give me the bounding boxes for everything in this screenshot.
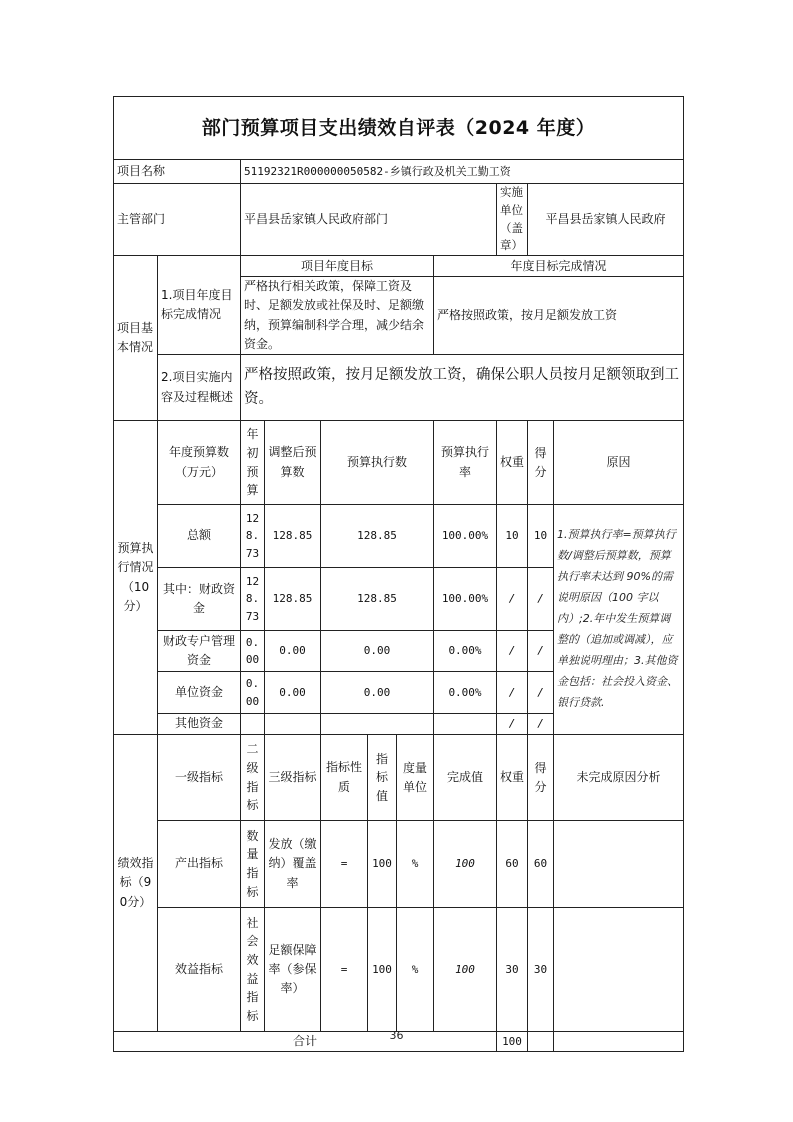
budget-header-adjusted: 调整后预算数 — [265, 421, 321, 505]
budget-header-reason: 原因 — [554, 421, 684, 505]
budget-row-score: 10 — [528, 505, 554, 568]
perf-header-actual: 完成值 — [434, 735, 497, 821]
completion-text: 严格按照政策，按月足额发放工资 — [434, 277, 684, 355]
goal-text: 严格执行相关政策，保障工资及时、足额发放或社保及时、足额缴纳，预算编制科学合理，减少结余资金。 — [241, 277, 434, 355]
budget-row-score: / — [528, 714, 554, 735]
page-number: 36 — [389, 1029, 404, 1042]
perf-row-level3: 发放（缴纳）覆盖率 — [265, 821, 321, 908]
budget-row-initial: 128.73 — [241, 505, 265, 568]
dept-value: 平昌县岳家镇人民政府部门 — [241, 184, 497, 256]
budget-row-initial: 0.00 — [241, 672, 265, 714]
budget-row-weight: 10 — [497, 505, 528, 568]
budget-row-rate: 100.00% — [434, 505, 497, 568]
budget-row-executed: 128.85 — [321, 568, 434, 631]
perf-row-unit: % — [397, 821, 434, 908]
perf-row-nature: = — [321, 908, 368, 1032]
budget-row — [114, 505, 684, 568]
perf-row-nature: = — [321, 821, 368, 908]
perf-header-unit: 度量单位 — [397, 735, 434, 821]
budget-section-label: 预算执行情况（10分） — [114, 421, 158, 735]
budget-row-rate — [434, 714, 497, 735]
budget-row-score: / — [528, 672, 554, 714]
process-label: 2.项目实施内容及过程概述 — [158, 355, 241, 421]
budget-row-adjusted: 128.85 — [265, 505, 321, 568]
perf-header-level2: 二级指标 — [241, 735, 265, 821]
budget-row-adjusted: 128.85 — [265, 568, 321, 631]
budget-row-label: 财政专户管理资金 — [158, 631, 241, 672]
budget-row-score: / — [528, 568, 554, 631]
budget-row-executed: 0.00 — [321, 672, 434, 714]
perf-row-value: 100 — [368, 821, 397, 908]
budget-row-weight: / — [497, 714, 528, 735]
perf-header-value: 指标值 — [368, 735, 397, 821]
perf-row-weight: 30 — [497, 908, 528, 1032]
budget-header-rate: 预算执行率 — [434, 421, 497, 505]
perf-row-actual: 100 — [434, 821, 497, 908]
budget-row-rate: 100.00% — [434, 568, 497, 631]
project-name-value: 51192321R000000050582-乡镇行政及机关工勤工资 — [241, 160, 684, 184]
perf-header-analysis: 未完成原因分析 — [554, 735, 684, 821]
perf-header-level1: 一级指标 — [158, 735, 241, 821]
perf-row-score: 60 — [528, 821, 554, 908]
project-name-label: 项目名称 — [114, 160, 241, 184]
perf-row-level1: 产出指标 — [158, 821, 241, 908]
goal-label: 1.项目年度目标完成情况 — [158, 256, 241, 355]
budget-row-weight: / — [497, 568, 528, 631]
budget-row-label: 单位资金 — [158, 672, 241, 714]
goal-header: 项目年度目标 — [241, 256, 434, 277]
budget-row-adjusted: 0.00 — [265, 672, 321, 714]
perf-header-nature: 指标性质 — [321, 735, 368, 821]
budget-row-label: 其他资金 — [158, 714, 241, 735]
budget-row-executed: 0.00 — [321, 631, 434, 672]
impl-unit-label: 实施单位（盖章） — [497, 184, 528, 256]
budget-row-score: / — [528, 631, 554, 672]
perf-row-actual: 100 — [434, 908, 497, 1032]
basic-section-label: 项目基本情况 — [114, 256, 158, 421]
page-title: 部门预算项目支出绩效自评表（2024 年度） — [114, 97, 684, 160]
budget-row-initial: 0.00 — [241, 631, 265, 672]
performance-row — [114, 908, 684, 1032]
perf-row-analysis — [554, 908, 684, 1032]
budget-row-initial — [241, 714, 265, 735]
budget-header-annual: 年度预算数（万元） — [158, 421, 241, 505]
perf-row-level2: 数量指标 — [241, 821, 265, 908]
budget-row-label: 其中：财政资金 — [158, 568, 241, 631]
budget-row-weight: / — [497, 631, 528, 672]
dept-label: 主管部门 — [114, 184, 241, 256]
budget-header-weight: 权重 — [497, 421, 528, 505]
budget-row-initial: 128.73 — [241, 568, 265, 631]
budget-row-rate: 0.00% — [434, 631, 497, 672]
budget-row-executed: 128.85 — [321, 505, 434, 568]
budget-row-executed — [321, 714, 434, 735]
perf-header-score: 得分 — [528, 735, 554, 821]
perf-row-level2: 社会效益指标 — [241, 908, 265, 1032]
performance-section-label: 绩效指标（90分） — [114, 735, 158, 1032]
evaluation-form — [113, 96, 683, 1052]
budget-row-weight: / — [497, 672, 528, 714]
budget-header-score: 得分 — [528, 421, 554, 505]
perf-row-unit: % — [397, 908, 434, 1032]
perf-row-value: 100 — [368, 908, 397, 1032]
perf-header-level3: 三级指标 — [265, 735, 321, 821]
budget-row-rate: 0.00% — [434, 672, 497, 714]
self-evaluation-table — [113, 96, 684, 1052]
perf-row-level3: 足额保障率（参保率） — [265, 908, 321, 1032]
perf-row-level1: 效益指标 — [158, 908, 241, 1032]
impl-unit-value: 平昌县岳家镇人民政府 — [528, 184, 684, 256]
budget-header-executed: 预算执行数 — [321, 421, 434, 505]
process-text: 严格按照政策，按月足额发放工资，确保公职人员按月足额领取到工资。 — [241, 355, 684, 421]
perf-row-analysis — [554, 821, 684, 908]
budget-header-initial: 年初预算 — [241, 421, 265, 505]
budget-row-label: 总额 — [158, 505, 241, 568]
perf-row-score: 30 — [528, 908, 554, 1032]
budget-row-adjusted: 0.00 — [265, 631, 321, 672]
perf-header-weight: 权重 — [497, 735, 528, 821]
completion-header: 年度目标完成情况 — [434, 256, 684, 277]
total-weight: 100 — [497, 1032, 528, 1052]
performance-row — [114, 821, 684, 908]
total-label: 合计 — [114, 1032, 497, 1052]
perf-row-weight: 60 — [497, 821, 528, 908]
budget-row-adjusted — [265, 714, 321, 735]
budget-reason-note: 1.预算执行率=预算执行数/调整后预算数，预算执行率未达到 90%的需说明原因（100 字以内）;2.年中发生预算调整的（追加或调减），应单独说明理由；3.其他资金包括：社会投入资金、银行贷款. — [554, 505, 684, 735]
